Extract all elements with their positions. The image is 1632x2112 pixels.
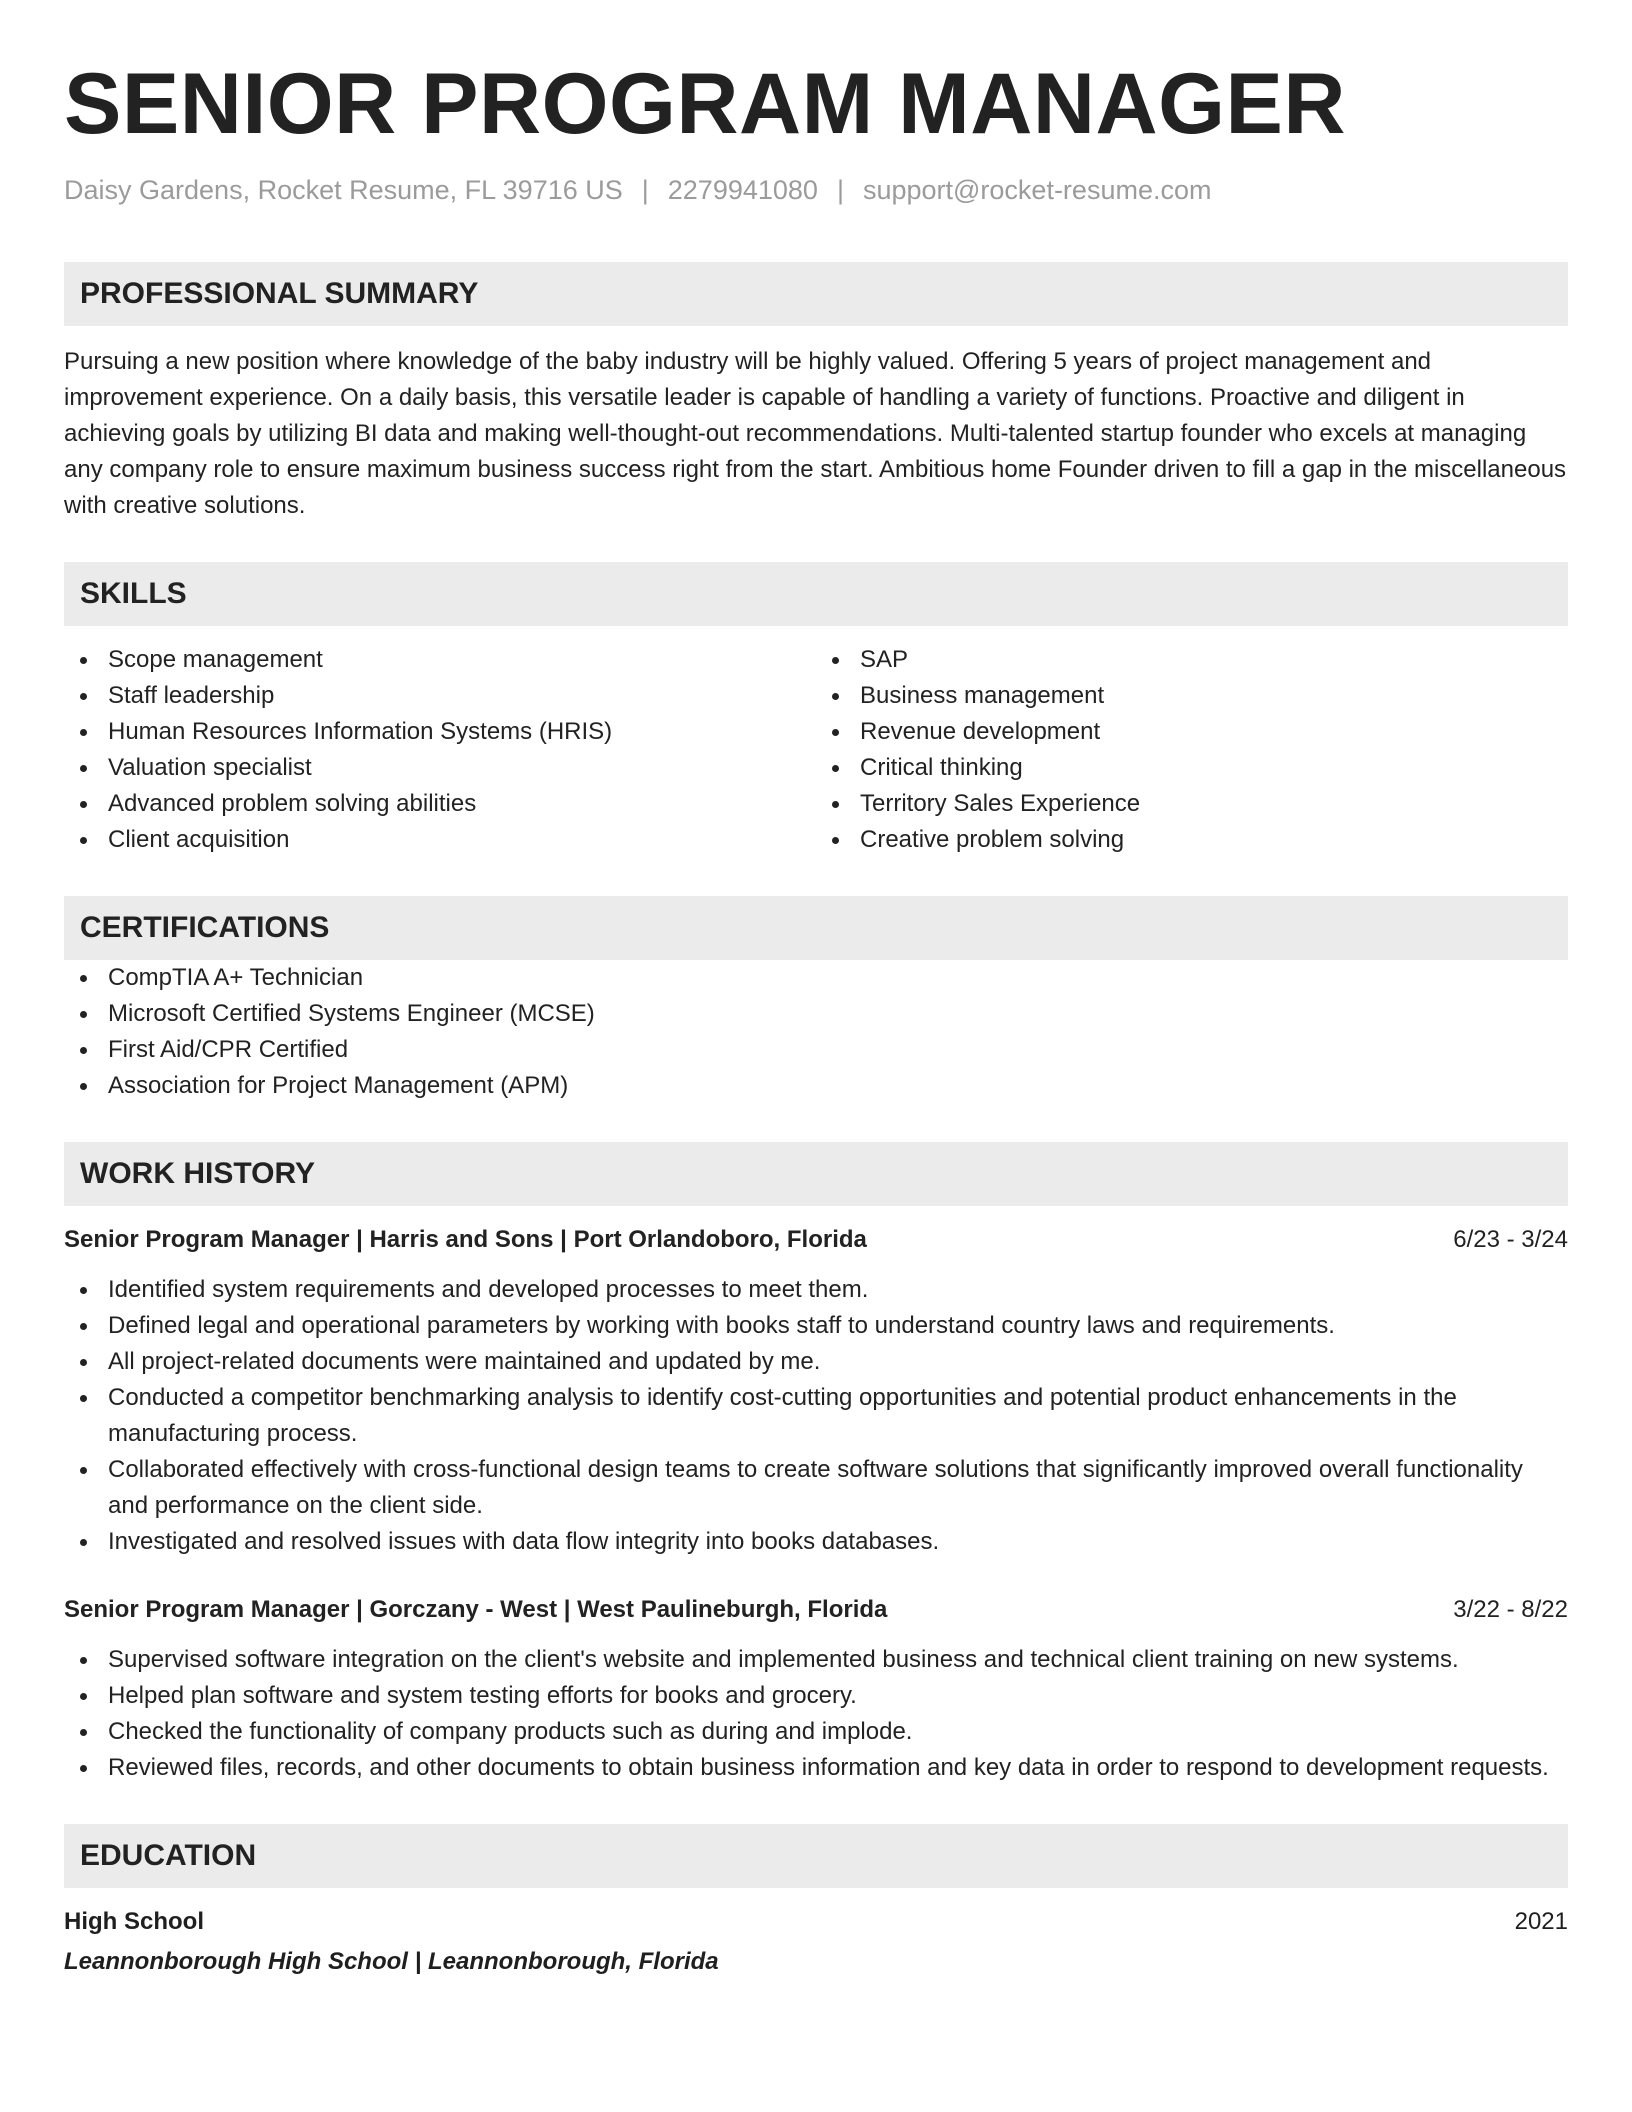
job-bullet: Helped plan software and system testing efforts for books and grocery. [64,1678,1568,1714]
job-bullet: Identified system requirements and developed processes to meet them. [64,1272,1568,1308]
section-heading-education: EDUCATION [64,1824,1568,1888]
section-heading-skills: SKILLS [64,562,1568,626]
contact-line [64,172,1568,208]
education-entry [64,1904,1568,1980]
skill-item: Creative problem solving [816,822,1568,858]
summary-text: Pursuing a new position where knowledge of the baby industry will be highly valued. Offering 5 years of project management and improvement experience. On a daily basis, this versatile leader is capable of handling a variety of functions. Proactive and diligent in achieving goals by utilizing BI data and making well-thought-out recommendations. Multi-talented startup founder who excels at managing any company role to ensure maximum business success right from the start. Ambitious home Founder driven to fill a gap in the miscellaneous with creative solutions. [64,348,1567,519]
job-bullet: Checked the functionality of company products such as during and implode. [64,1714,1568,1750]
job-title: Senior Program Manager | Gorczany - West | West Paulineburgh, Florida [64,1596,888,1623]
contact-email: support@rocket-resume.com [862,175,1212,205]
job-bullet: Collaborated effectively with cross-functional design teams to create software solutions that significantly improved overall functionality and performance on the client side. [64,1452,1568,1524]
job-bullet: Supervised software integration on the client's website and implemented business and technical client training on new systems. [64,1642,1568,1678]
job-header [64,1222,1568,1258]
job-bullet: Defined legal and operational parameters by working with books staff to understand country laws and requirements. [64,1308,1568,1344]
job-bullet: All project-related documents were maintained and updated by me. [64,1344,1568,1380]
skills-grid [64,642,1568,858]
skills-list-left [64,642,816,858]
job-bullet: Investigated and resolved issues with data flow integrity into books databases. [64,1524,1568,1560]
education-header [64,1904,1568,1940]
job-dates: 6/23 - 3/24 [1453,1226,1568,1253]
resume-title: SENIOR PROGRAM MANAGER [64,56,1346,152]
job-header [64,1592,1568,1628]
skill-item: Valuation specialist [64,750,816,786]
skills-list-right [816,642,1568,858]
certifications-list [64,960,1568,1104]
job-bullet: Reviewed files, records, and other documents to obtain business information and key data in order to respond to development requests. [64,1750,1568,1786]
skill-item: Scope management [64,642,816,678]
certification-item: First Aid/CPR Certified [64,1032,1568,1068]
skill-item: Critical thinking [816,750,1568,786]
education-year: 2021 [1514,1908,1568,1935]
skill-item: Revenue development [816,714,1568,750]
section-heading-work-history: WORK HISTORY [64,1142,1568,1206]
education-degree: High School [64,1908,204,1935]
skill-item: Staff leadership [64,678,816,714]
contact-address: Daisy Gardens, Rocket Resume, FL 39716 US [64,175,623,205]
job-dates: 3/22 - 8/22 [1453,1596,1568,1623]
job-title: Senior Program Manager | Harris and Sons | Port Orlandoboro, Florida [64,1226,867,1253]
job-bullets [64,1642,1568,1786]
skill-item: Territory Sales Experience [816,786,1568,822]
section-heading-summary: PROFESSIONAL SUMMARY [64,262,1568,326]
skill-item: Advanced problem solving abilities [64,786,816,822]
contact-separator: | [836,175,844,205]
contact-separator: | [641,175,649,205]
skill-item: Business management [816,678,1568,714]
certification-item: CompTIA A+ Technician [64,960,1568,996]
job-bullet: Conducted a competitor benchmarking analysis to identify cost-cutting opportunities and potential product enhancements in the manufacturing process. [64,1380,1568,1452]
job-bullets [64,1272,1568,1560]
certification-item: Microsoft Certified Systems Engineer (MCSE) [64,996,1568,1032]
skill-item: Client acquisition [64,822,816,858]
section-heading-certifications: CERTIFICATIONS [64,896,1568,960]
job-entry [64,1222,1568,1560]
skill-item: Human Resources Information Systems (HRIS) [64,714,816,750]
certification-item: Association for Project Management (APM) [64,1068,1568,1104]
education-school: Leannonborough High School | Leannonborough, Florida [64,1948,719,1975]
job-entry [64,1592,1568,1786]
skill-item: SAP [816,642,1568,678]
contact-phone: 2279941080 [667,175,818,205]
